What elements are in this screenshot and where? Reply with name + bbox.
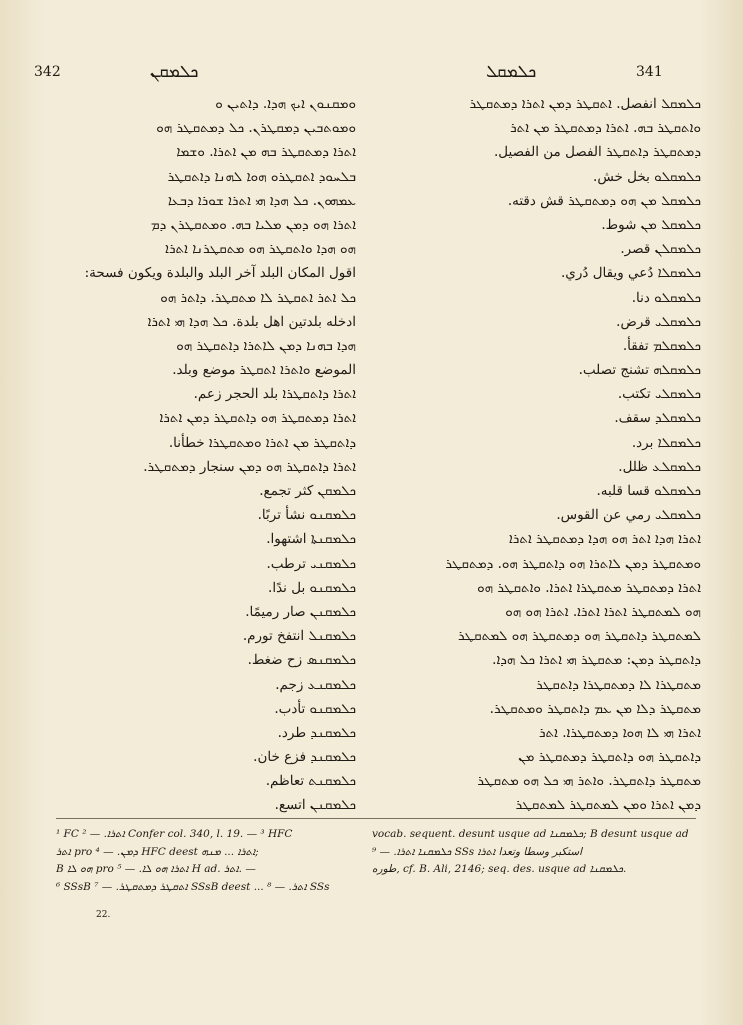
- text-line: ܟܠܡܩܢܣ زح ضغط.: [247, 652, 356, 669]
- text-line: ܟܠܡܩܢܥ زجم.: [275, 676, 356, 693]
- text-line: ܟܠܡܩܢܕ طرد.: [277, 724, 356, 741]
- text-line: ܒܠܚܘܕ ܐܬܩܛܪܘ ܗܘܐ ܠܗܢܐ ܕܐܬܩܛܪ: [167, 168, 356, 185]
- footnote-line: ⁶ SSsB ܐܬܩܛܪ ܕܡܬܩܛܪ. — ⁷ SSsB deest ... ܐܬܪ. — ⁸ SSs: [56, 880, 330, 893]
- text-line: ܟܠܡܩܠܥ ظلل.: [618, 458, 701, 475]
- text-line: ܐܬܪܐ ܗܝ ܠܐ ܗܘܐ ܕܡܬܩܛܪܐ. ܐܬܪ: [538, 724, 701, 741]
- text-line: ܠܡܬܩܛܪ ܕܐܬܩܛܪ ܗܘ ܕܡܬܩܛܪ ܗܘ ܠܡܬܩܛܪ: [457, 628, 701, 645]
- text-line: ܗܘ ܠܡܬܩܛܪ ܐܬܪܐ ܐܬܪܐ. ܐܬܪܐ ܗܘ ܗܘ: [505, 603, 701, 620]
- right-page-number: 341: [636, 64, 663, 80]
- text-line: ܐܬܪܐ ܕܡܬܩܛܪ ܗܘ ܕܐܬܩܛܪ ܕܡܢ ܐܬܪܐ: [159, 410, 356, 427]
- footnote-line: ¹ FC ܐܬܪܐ. — ² Confer col. 340, l. 19. — ³ HFC: [56, 828, 293, 840]
- footnote-line: طوره, cf. B. Ali, 2146; seq. des. usque ad ܟܠܡܩܢܐ.: [372, 863, 627, 875]
- text-line: ܟܠܡܩܢܘ تأدب.: [274, 700, 356, 717]
- text-line: ܘܡܩܢܘܢ ܐܝܟ ܗܕܐ. ܕܐܬܝܢ ܘ: [215, 96, 356, 112]
- text-line: ܟܠܡܩܠܝ قرض.: [616, 313, 701, 330]
- right-text-column: [371, 92, 701, 818]
- text-line: ܕܡܢ ܐܬܪܐ ܘܡܢ ܠܡܬܩܛܪ ܠܡܬܩܛܪ: [515, 797, 701, 814]
- text-line: ܕܡܬܩܛܪ ܕܐܬܩܛܪ الفصل من الفصيل.: [494, 144, 701, 161]
- text-line: ܘܡܘܬܒܝܢ ܕܡܩܛܪܢ. ܟܠ ܕܡܬܩܛܪ ܗܘ: [156, 120, 356, 137]
- footnote-line: vocab. sequent. desunt usque ad ܟܠܡܩܢܐ; B desunt usque ad: [372, 828, 689, 840]
- text-line: ܡܬܩܛܪ ܕܠܐ ܡܢ ܥܡ ܕܐܬܩܛܪ ܘܡܬܩܛܪ.: [489, 700, 701, 717]
- text-line: ܟܠܡܩܢܬܐ اشتهوا.: [266, 531, 356, 548]
- left-running-head: ܟܠܡܩܢ: [150, 62, 199, 82]
- text-line: ܘܐܬܩܛܪ ܒܗ. ܐܬܪܐ ܕܡܬܩܛܪ ܡܢ ܐܬܪ: [510, 120, 701, 137]
- footnote-divider: [56, 818, 696, 819]
- text-line: ܟܠܡܩܢܕ فزع خان.: [253, 749, 356, 766]
- text-line: ܟܠܡܩܢܘ نشأ تربًا.: [257, 507, 356, 524]
- footnotes-right: [372, 826, 702, 879]
- text-line: ܟܠܡܩܠܝ تكتب.: [617, 386, 701, 403]
- text-line: ܟܠܡܩܠܘ بخل خش.: [593, 168, 701, 185]
- text-line: ܟܠܡܩܠ ܡܢ شوط.: [601, 216, 701, 233]
- text-line: ܟܠ ܐܬܪ ܐܬܩܛܪ ܠܐ ܡܬܩܛܪ. ܕܐܬܪ ܗܘ: [160, 289, 356, 306]
- text-line: ܟܠܡܩܠܐ دُعي ويقال دُري.: [561, 265, 701, 282]
- text-line: ܕܐܬܩܛܪ ܡܢ ܐܬܪܐ ܘܡܬܩܛܪܐ خطأنا.: [168, 434, 356, 451]
- text-line: ܘܡܬܩܛܪ ܕܡܢ ܠܐܬܪܐ ܗܘ ܕܐܬܩܛܪ ܗܘ. ܕܡܬܩܛܪ: [445, 555, 701, 572]
- text-line: ܡܬܩܛܪܐ ܠܐ ܕܡܬܩܛܪܐ ܕܐܬܩܛܪ: [536, 676, 701, 693]
- text-line: ܡܬܩܛܪ ܕܐܬܩܛܪ. ܘܐܬܪ ܗܝ ܟܠ ܗܘ ܡܬܩܛܪ: [477, 773, 701, 790]
- text-line: ܐܬܪܐ ܕܐܬܩܛܪ ܗܘ ܕܡܢ سنجار ܕܡܬܩܛܪ.: [143, 458, 356, 475]
- footnote-line: ܐܬܪ pro ܕܡܢ. — ⁴ HFC deest ܐܬܪܐ ... ܡܢܗ;: [56, 845, 259, 858]
- text-line: ܟܠܡܩܢܢ اتسع.: [274, 797, 356, 814]
- text-line: ܟܠܡܩܠܝ رمي عن القوس.: [556, 507, 701, 524]
- text-line: اقول المكان البلد آخر البلد والبلدة ويكون فسحة:: [84, 265, 356, 282]
- text-line: ܕܐܬܩܛܪ ܗܘ ܕܐܬܩܛܪ ܕܡܬܩܛܪ ܡܢ: [518, 749, 701, 766]
- text-line: ܟܠܡܩܢܝ ترطب.: [266, 555, 356, 572]
- left-text-column: [28, 92, 356, 818]
- text-line: ܗܕܐ ܒܗܢܐ ܕܡܢ ܠܐܬܪܐ ܕܐܬܩܛܪ ܗܘ: [176, 337, 356, 354]
- footnote-line: B ܗܘ ܠܐ pro ܐܬܪܐ ܗܘ ܠܐ. — ⁵ H ad. ܐܬܪ. —: [56, 863, 256, 875]
- text-line: ܕܐܬܩܛܪ ܕܡܢ: ܡܬܩܛܪ ܗܝ ܐܬܪܐ ܟܠ ܗܕܐ.: [492, 652, 701, 669]
- text-line: ܟܠܡܩܢܢ صار رميمًا.: [245, 603, 356, 620]
- text-line: ادخله بلدتين اهل بلدة. ܟܠ ܗܕܐ ܗܝ ܐܬܪܐ: [147, 313, 356, 330]
- text-line: ܐܬܪܐ ܗܘ ܕܡܢ ܡܠܝܐ ܒܗ. ܘܡܬܩܛܪܢ ܕܡ: [150, 216, 356, 233]
- text-line: ܟܠܡܩܠܐ برد.: [631, 434, 701, 451]
- text-line: ܐܬܪܐ ܕܐܬܩܛܪܐ بلد الحجر زعم.: [193, 386, 356, 403]
- text-line: ܟܠܡܩܠܗ تشنج تصلب.: [578, 362, 701, 379]
- text-line: ܥܡܗܘܢ. ܟܠ ܗܕܐ ܗܝ ܐܬܪܐ ܫܘܪܐ ܕܒܥܐ: [167, 192, 356, 209]
- text-line: ܟܠܡܩܢ كثر تجمع.: [259, 483, 356, 499]
- text-line: ܟܠܡܩܠܢ قصر.: [620, 241, 701, 258]
- signature-mark: 22.: [96, 910, 111, 920]
- right-running-head: ܟܠܡܩܠ: [486, 62, 537, 82]
- text-line: ܟܠܡܩܠܘ دنا.: [631, 289, 701, 306]
- left-page-number: 342: [34, 64, 61, 80]
- text-line: الموضع ܘܐܬܪܐ ܐܬܩܛܪ موضع وبلد.: [172, 362, 356, 379]
- text-line: ܟܠܡܩܠܘ قسا قلبه.: [596, 483, 701, 499]
- text-line: ܟܠܡܩܢܘ بل ندًا.: [268, 579, 356, 596]
- text-line: ܐܬܪܐ ܕܡܬܩܛܪ ܡܬܩܛܪܐ ܐܬܪܐ. ܘܐܬܩܛܪ ܗܘ: [477, 579, 701, 596]
- text-line: ܟܠܡܩܢܠ انتفخ تورم.: [242, 628, 356, 645]
- text-line: ܐܬܪܐ ܗܕܐ ܐܬܪ ܗܘ ܗܕܐ ܕܡܬܩܛܪ ܐܬܪܐ: [508, 531, 701, 548]
- text-line: ܟܠܡܩܠܡ تفقأ.: [622, 337, 701, 354]
- footnotes-left: [56, 826, 356, 896]
- text-line: ܗܘ ܗܕܐ ܘܐܬܩܛܪ ܗܘ ܡܬܩܛܪܢܐ ܐܬܪܐ: [165, 241, 356, 258]
- text-line: ܟܠܡܩܠ انفصل. ܐܬܩܛܪ ܕܡܢ ܐܬܪܐ ܕܡܬܩܛܪ: [469, 96, 701, 112]
- text-line: ܟܠܡܩܠܕ سقف.: [614, 410, 701, 427]
- footnote-line: ܟܠܡܩܢܐ ܐܬܪܐ. — ⁹ SSs استكبر وسطا وتعدا ܐܬܪܐ: [372, 845, 583, 858]
- text-line: ܐܬܪܐ ܕܡܬܩܛܪ ܒܗ ܡܢ ܐܬܪܐ. ܘܫܡܐ: [176, 144, 356, 161]
- text-line: ܟܠܡܩܠ ܡܢ ܗܘ ܕܡܬܩܛܪ قش دقته.: [507, 192, 701, 209]
- text-line: ܟܠܡܩܢܬ تعاظم.: [265, 773, 356, 790]
